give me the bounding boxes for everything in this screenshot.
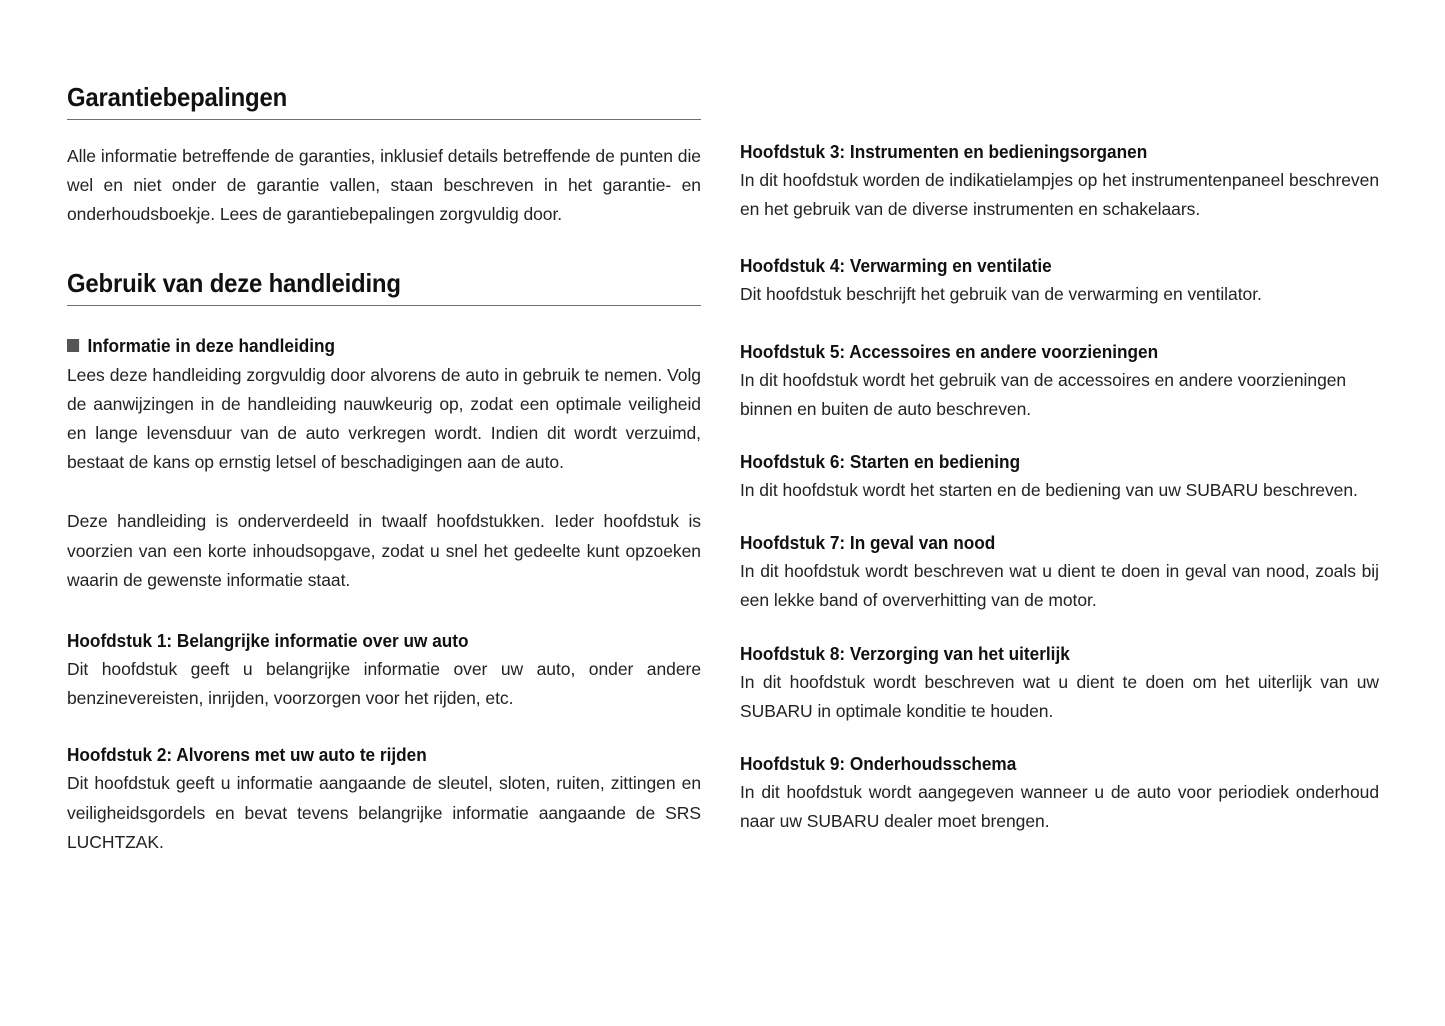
chapter-body-2: Dit hoofdstuk geeft u informatie aangaande de sleutel, sloten, ruiten, zittingen en veiligheidsgordels en bevat tevens belangrijke informatie aangaande de SRS LUCHTZAK. [67,773,701,852]
filled-square-bullet-icon [67,339,79,352]
section-heading-gebruik-handleiding: Gebruik van deze handleiding [67,267,401,298]
chapter-body-1: Dit hoofdstuk geeft u belangrijke informatie over uw auto, onder andere benzinevereisten, inrijden, voorzorgen voor het rijden, etc. [67,659,701,709]
informatie-paragraph-2: Deze handleiding is onderverdeeld in twaalf hoofdstukken. Ieder hoofdstuk is voorzien van een korte inhoudsopgave, zodat u snel het gedeelte kunt opzoeken waarin de gewenste informatie staat. [67,511,701,590]
subheading-informatie-in-deze-handleiding [67,334,657,358]
chapter-body-8: In dit hoofdstuk wordt beschreven wat u dient te doen om het uiterlijk van uw SUBARU in optimale konditie te houden. [740,671,1379,721]
chapter-heading-1: Hoofdstuk 1: Belangrijke informatie over uw auto [67,630,469,652]
chapter-body-9: In dit hoofdstuk wordt aangegeven wanneer u de auto voor periodiek onderhoud naar uw SUBARU dealer moet brengen. [740,782,1379,832]
chapter-body-7: In dit hoofdstuk wordt beschreven wat u dient te doen in geval van nood, zoals bij een lekke band of oververhitting van de motor. [740,561,1379,611]
chapter-heading-5: Hoofdstuk 5: Accessoires en andere voorzieningen [740,340,1159,362]
informatie-paragraph-1: Lees deze handleiding zorgvuldig door alvorens de auto in gebruik te nemen. Volg de aanwijzingen in de handleiding nauwkeurig op, zodat een optimale veiligheid en lange levensduur van de auto verkregen wordt. Indien dit wordt verzuimd, bestaat de kans op ernstig letsel of beschadigingen aan de auto. [67,364,701,473]
chapter-body-6: In dit hoofdstuk wordt het starten en de bediening van uw SUBARU beschreven. [740,480,1358,501]
chapter-heading-3: Hoofdstuk 3: Instrumenten en bedieningsorganen [740,141,1148,162]
garantiebepalingen-paragraph: Alle informatie betreffende de garanties, inklusief details betreffende de punten die wel en niet onder de garantie vallen, staan beschreven in het garantie- en onderhoudsboekje. Lees de garantiebepalingen zorgvuldig door. [67,146,701,225]
chapter-heading-2: Hoofdstuk 2: Alvorens met uw auto te rijden [67,744,427,766]
chapter-heading-7: Hoofdstuk 7: In geval van nood [740,532,996,554]
left-column [67,82,701,857]
chapter-heading-8: Hoofdstuk 8: Verzorging van het uiterlijk [740,642,1070,664]
chapter-body-5: In dit hoofdstuk wordt het gebruik van de accessoires en andere voorzieningen binnen en buiten de auto beschreven. [740,369,1347,419]
chapter-heading-4: Hoofdstuk 4: Verwarming en ventilatie [740,255,1052,277]
chapter-body-3: In dit hoofdstuk worden de indikatielampjes op het instrumentenpaneel beschreven en het gebruik van de diverse instrumenten en schakelaars. [740,170,1379,220]
section-heading-garantiebepalingen: Garantiebepalingen [67,82,287,112]
chapter-body-4: Dit hoofdstuk beschrijft het gebruik van de verwarming en ventilator. [740,284,1262,305]
right-column [740,140,1379,836]
subheading-label: Informatie in deze handleiding [87,334,336,356]
chapter-heading-6: Hoofdstuk 6: Starten en bediening [740,451,1021,473]
chapter-heading-9: Hoofdstuk 9: Onderhoudsschema [740,753,1017,775]
